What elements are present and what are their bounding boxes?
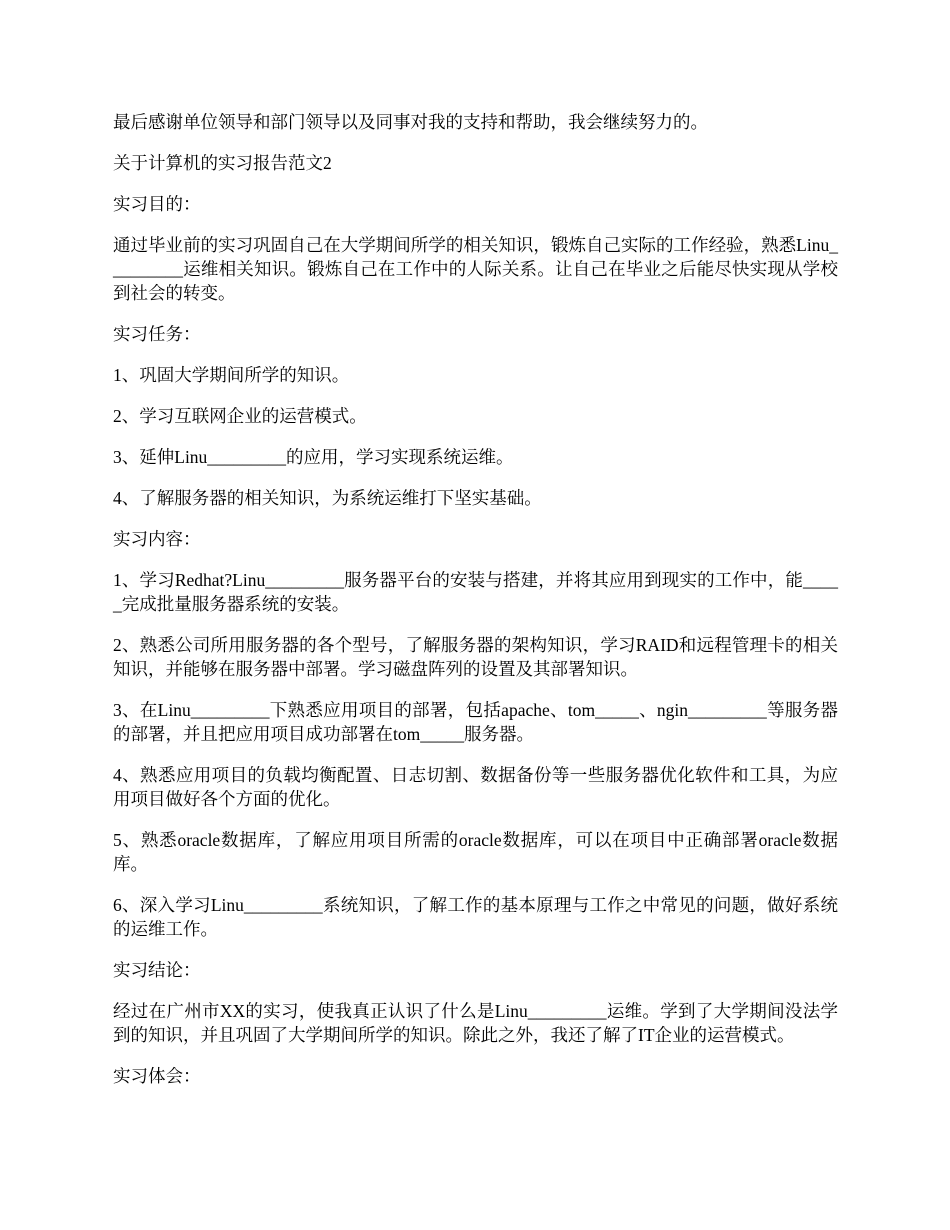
task-item-2: 2、学习互联网企业的运营模式。 [113,406,367,426]
content-item-5: 5、熟悉oracle数据库，了解应用项目所需的oracle数据库，可以在项目中正确部署oracle数据库。 [113,830,838,874]
heading-conclusion: 实习结论： [113,960,201,980]
paragraph-conclusion: 经过在广州市XX的实习，使我真正认识了什么是Linu_________运维。学到了大学期间没法学到的知识，并且巩固了大学期间所学的知识。除此之外，我还了解了IT企业的运营模式。 [113,1001,838,1045]
content-item-6: 6、深入学习Linu_________系统知识，了解工作的基本原理与工作之中常见的问题，做好系统的运维工作。 [113,895,838,939]
content-item-4: 4、熟悉应用项目的负载均衡配置、日志切割、数据备份等一些服务器优化软件和工具，为应用项目做好各个方面的优化。 [113,765,838,809]
task-item-3: 3、延伸Linu_________的应用，学习实现系统运维。 [113,447,514,467]
document-body [113,110,838,1105]
heading-experience: 实习体会： [113,1066,201,1086]
section-title: 关于计算机的实习报告范文2 [113,153,332,173]
task-item-1: 1、巩固大学期间所学的知识。 [113,365,350,385]
heading-tasks: 实习任务： [113,324,201,344]
content-item-2: 2、熟悉公司所用服务器的各个型号，了解服务器的架构知识，学习RAID和远程管理卡的相关知识，并能够在服务器中部署。学习磁盘阵列的设置及其部署知识。 [113,635,838,679]
heading-purpose: 实习目的： [113,194,201,214]
content-item-1: 1、学习Redhat?Linu_________服务器平台的安装与搭建，并将其应用到现实的工作中，能_____完成批量服务器系统的安装。 [113,570,838,614]
paragraph-thanks: 最后感谢单位领导和部门领导以及同事对我的支持和帮助，我会继续努力的。 [113,112,708,132]
heading-content: 实习内容： [113,529,201,549]
content-item-3: 3、在Linu_________下熟悉应用项目的部署，包括apache、tom_____、ngin_________等服务器的部署，并且把应用项目成功部署在tom_____服务器。 [113,700,838,744]
task-item-4: 4、了解服务器的相关知识，为系统运维打下坚实基础。 [113,488,542,508]
paragraph-purpose: 通过毕业前的实习巩固自己在大学期间所学的相关知识，锻炼自己实际的工作经验，熟悉Linu_________运维相关知识。锻炼自己在工作中的人际关系。让自己在毕业之后能尽快实现从学校到社会的转变。 [113,235,838,303]
